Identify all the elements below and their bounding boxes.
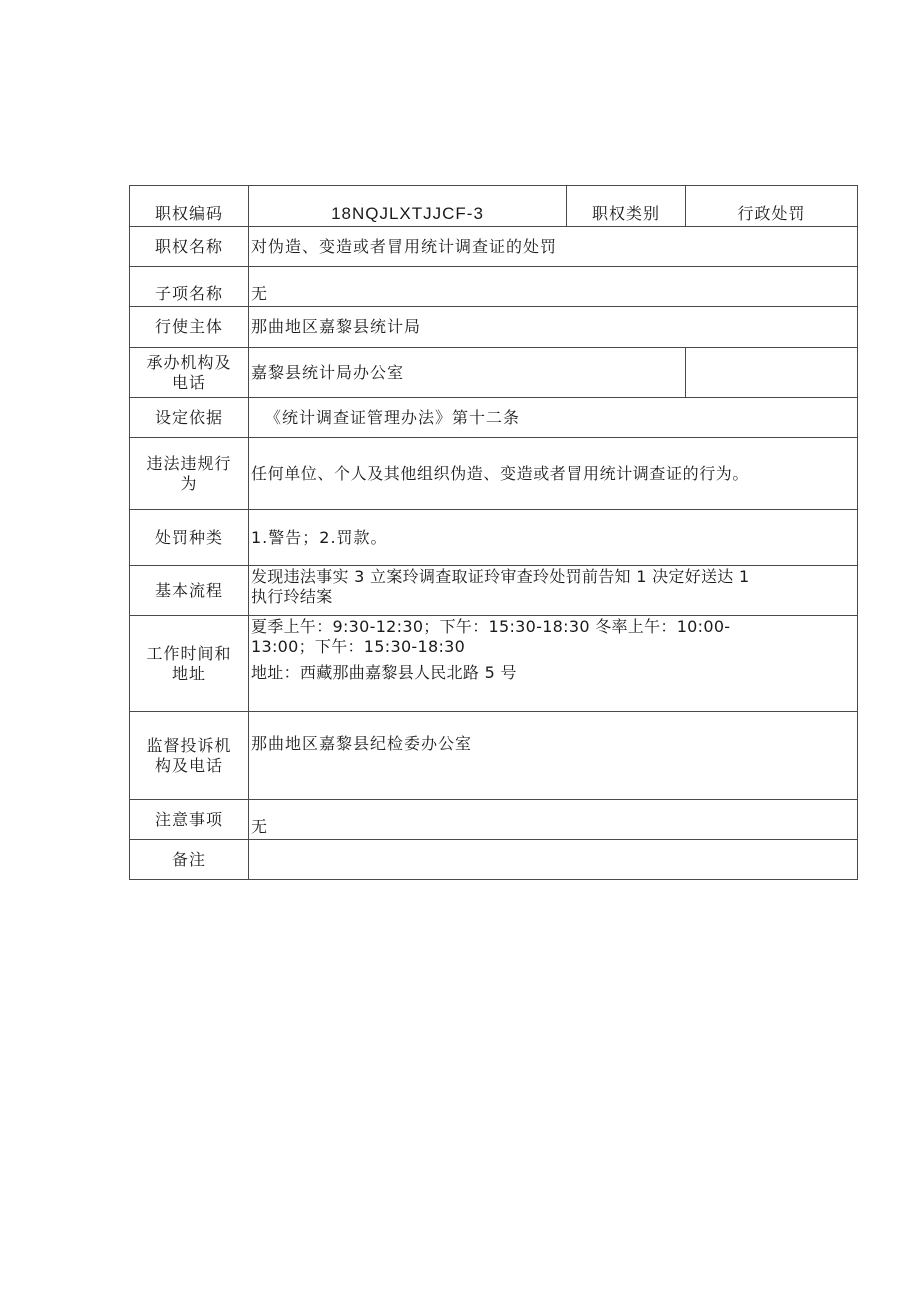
basis-value: 《统计调查证管理办法》第十二条 bbox=[249, 398, 858, 438]
remarks-label: 备注 bbox=[130, 840, 249, 880]
row-name bbox=[130, 227, 858, 267]
supervision-label-line-2: 构及电话 bbox=[154, 755, 223, 775]
row-subitem bbox=[130, 267, 858, 307]
notes-value: 无 bbox=[249, 800, 858, 840]
row-code bbox=[130, 186, 858, 227]
process-line-1: 发现违法事实 3 立案玲调查取证玲审查玲处罚前告知 1 决定好送达 1 bbox=[251, 567, 750, 586]
name-value: 对伪造、变造或者冒用统计调查证的处罚 bbox=[249, 227, 858, 267]
process-label: 基本流程 bbox=[130, 566, 249, 616]
process-line-2: 执行玲结案 bbox=[251, 587, 333, 606]
hours-label-line-1: 工作时间和 bbox=[146, 643, 232, 663]
row-basis bbox=[130, 398, 858, 438]
violation-value: 任何单位、个人及其他组织伪造、变造或者冒用统计调查证的行为。 bbox=[249, 438, 858, 510]
row-agency bbox=[130, 348, 858, 398]
category-value: 行政处罚 bbox=[686, 186, 858, 227]
violation-label-line-1: 违法违规行 bbox=[146, 453, 232, 473]
hours-line-1: 夏季上午：9:30-12:30；下午：15:30-18:30 冬率上午：10:00- bbox=[251, 617, 731, 636]
subitem-label: 子项名称 bbox=[130, 267, 249, 307]
row-hours bbox=[130, 616, 858, 712]
supervision-label-line-1: 监督投诉机 bbox=[146, 735, 232, 755]
violation-label-line-2: 为 bbox=[180, 473, 198, 493]
hours-label bbox=[130, 616, 249, 712]
supervision-value: 那曲地区嘉黎县纪检委办公室 bbox=[249, 712, 858, 800]
basis-label: 设定依据 bbox=[130, 398, 249, 438]
hours-line-2: 13:00；下午：15:30-18:30 bbox=[251, 637, 466, 656]
row-process bbox=[130, 566, 858, 616]
process-value bbox=[249, 566, 858, 616]
code-value: 18NQJLXTJJCF-3 bbox=[249, 186, 567, 227]
agency-value: 嘉黎县统计局办公室 bbox=[249, 348, 686, 398]
notes-label: 注意事项 bbox=[130, 800, 249, 840]
subject-label: 行使主体 bbox=[130, 307, 249, 348]
row-supervision bbox=[130, 712, 858, 800]
hours-label-line-2: 地址 bbox=[171, 663, 206, 683]
row-penalty bbox=[130, 510, 858, 566]
row-notes bbox=[130, 800, 858, 840]
violation-label bbox=[130, 438, 249, 510]
agency-label-line-1: 承办机构及 bbox=[146, 352, 232, 372]
supervision-label bbox=[130, 712, 249, 800]
agency-label bbox=[130, 348, 249, 398]
agency-label-line-2: 电话 bbox=[171, 372, 206, 392]
penalty-value: 1.警告；2.罚款。 bbox=[249, 510, 858, 566]
agency-phone bbox=[686, 348, 858, 398]
subitem-value: 无 bbox=[249, 267, 858, 307]
subject-value: 那曲地区嘉黎县统计局 bbox=[249, 307, 858, 348]
row-remarks bbox=[130, 840, 858, 880]
row-subject bbox=[130, 307, 858, 348]
authority-info-table bbox=[129, 185, 858, 880]
hours-value bbox=[249, 616, 858, 712]
remarks-value bbox=[249, 840, 858, 880]
category-label: 职权类别 bbox=[567, 186, 686, 227]
row-violation bbox=[130, 438, 858, 510]
address-line: 地址：西藏那曲嘉黎县人民北路 5 号 bbox=[251, 663, 517, 682]
name-label: 职权名称 bbox=[130, 227, 249, 267]
penalty-label: 处罚种类 bbox=[130, 510, 249, 566]
code-label: 职权编码 bbox=[130, 186, 249, 227]
